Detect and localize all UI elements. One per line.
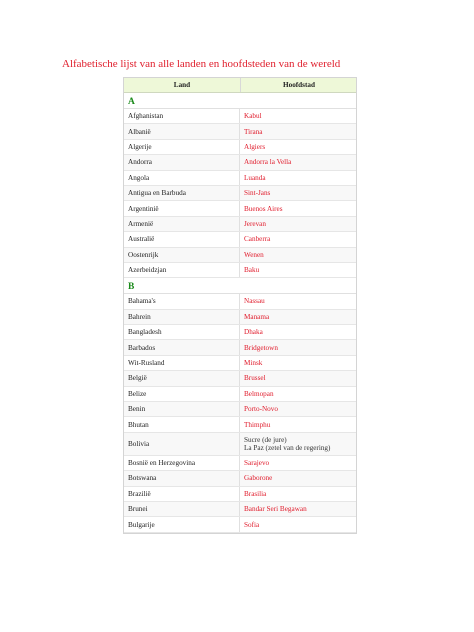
capital-link[interactable]: Algiers (244, 142, 266, 151)
table-row (124, 433, 356, 456)
country-cell: Barbados (124, 340, 240, 354)
table-row (124, 155, 356, 170)
capital-link[interactable]: Andorra la Vella (244, 158, 292, 167)
country-cell: Oostenrijk (124, 248, 240, 262)
capital-link[interactable]: Brasilia (244, 489, 267, 498)
country-cell: Andorra (124, 155, 240, 169)
capital-link[interactable]: Sint-Jans (244, 189, 271, 198)
capital-link[interactable]: Gaborone (244, 474, 273, 483)
capital-link[interactable]: Thimphu (244, 420, 271, 429)
country-cell: Wit-Rusland (124, 356, 240, 370)
capital-link[interactable]: Buenos Aires (244, 204, 283, 213)
capital-link[interactable]: Canberra (244, 235, 271, 244)
country-cell: Bahama's (124, 294, 240, 308)
capital-link[interactable]: Tirana (244, 127, 263, 136)
table-row (124, 417, 356, 432)
table-row (124, 217, 356, 232)
capital-link[interactable]: Baku (244, 266, 260, 275)
capital-link[interactable]: Belmopan (244, 389, 274, 398)
capital-link[interactable]: Brussel (244, 374, 266, 383)
country-cell: Argentinië (124, 201, 240, 215)
country-cell: Bangladesh (124, 325, 240, 339)
country-cell: Brunei (124, 502, 240, 516)
country-cell: Afghanistan (124, 109, 240, 123)
capital-link[interactable]: Luanda (244, 173, 266, 182)
capital-cell (240, 433, 356, 455)
table-row (124, 201, 356, 216)
country-cell: Benin (124, 402, 240, 416)
capital-link[interactable]: Bridgetown (244, 343, 278, 352)
table-row (124, 487, 356, 502)
country-cell: Australië (124, 232, 240, 246)
section-letter: B (124, 278, 356, 294)
table-row (124, 371, 356, 386)
capital-line: Sucre (de jure) (244, 435, 287, 444)
table-row (124, 248, 356, 263)
table-row (124, 387, 356, 402)
capital-link[interactable]: Sofia (244, 520, 260, 529)
table-body (124, 93, 356, 533)
country-cell: Brazilië (124, 487, 240, 501)
country-cell: Bahrein (124, 310, 240, 324)
country-cell: België (124, 371, 240, 385)
table-row (124, 140, 356, 155)
capital-link[interactable]: Nassau (244, 297, 265, 306)
country-cell: Bosnië en Herzegovina (124, 456, 240, 470)
header-country: Land (124, 78, 241, 92)
table-row (124, 109, 356, 124)
country-cell: Bhutan (124, 417, 240, 431)
table-row (124, 340, 356, 355)
country-cell: Belize (124, 387, 240, 401)
countries-table (123, 77, 357, 534)
table-row (124, 294, 356, 309)
country-cell: Antigua en Barbuda (124, 186, 240, 200)
table-row (124, 402, 356, 417)
capital-link[interactable]: Bandar Seri Begawan (244, 505, 307, 514)
capital-link[interactable]: Sarajevo (244, 459, 270, 467)
capital-link[interactable]: Porto-Novo (244, 405, 278, 414)
table-row (124, 186, 356, 201)
header-capital: Hoofdstad (283, 81, 315, 89)
table-row (124, 310, 356, 325)
table-row (124, 502, 356, 517)
capital-line: La Paz (zetel van de regering) (244, 443, 331, 452)
country-cell: Bulgarije (124, 517, 240, 531)
table-row (124, 232, 356, 247)
section-letter: A (124, 93, 356, 109)
table-row (124, 325, 356, 340)
table-row (124, 171, 356, 186)
capital-link[interactable]: Wenen (244, 250, 264, 259)
table-row (124, 456, 356, 471)
page-title: Alfabetische lijst van alle landen en hoofdsteden van de wereld (62, 58, 341, 70)
table-row (124, 356, 356, 371)
capital-link[interactable]: Jerevan (244, 219, 266, 228)
country-cell: Botswana (124, 471, 240, 485)
country-cell: Algerije (124, 140, 240, 154)
section-rows (124, 109, 356, 278)
table-row (124, 517, 356, 532)
country-cell: Angola (124, 171, 240, 185)
capital-link[interactable]: Dhaka (244, 328, 263, 337)
country-cell: Azerbeidzjan (124, 263, 240, 277)
country-cell: Albanië (124, 124, 240, 138)
table-row (124, 124, 356, 139)
table-row (124, 471, 356, 486)
table-row (124, 263, 356, 278)
country-cell: Armenië (124, 217, 240, 231)
capital-link[interactable]: Manama (244, 312, 270, 321)
section-rows (124, 294, 356, 532)
country-cell: Bolivia (124, 433, 240, 455)
capital-link[interactable]: Minsk (244, 359, 263, 368)
capital-link[interactable]: Kabul (244, 112, 262, 121)
table-header (124, 78, 356, 93)
